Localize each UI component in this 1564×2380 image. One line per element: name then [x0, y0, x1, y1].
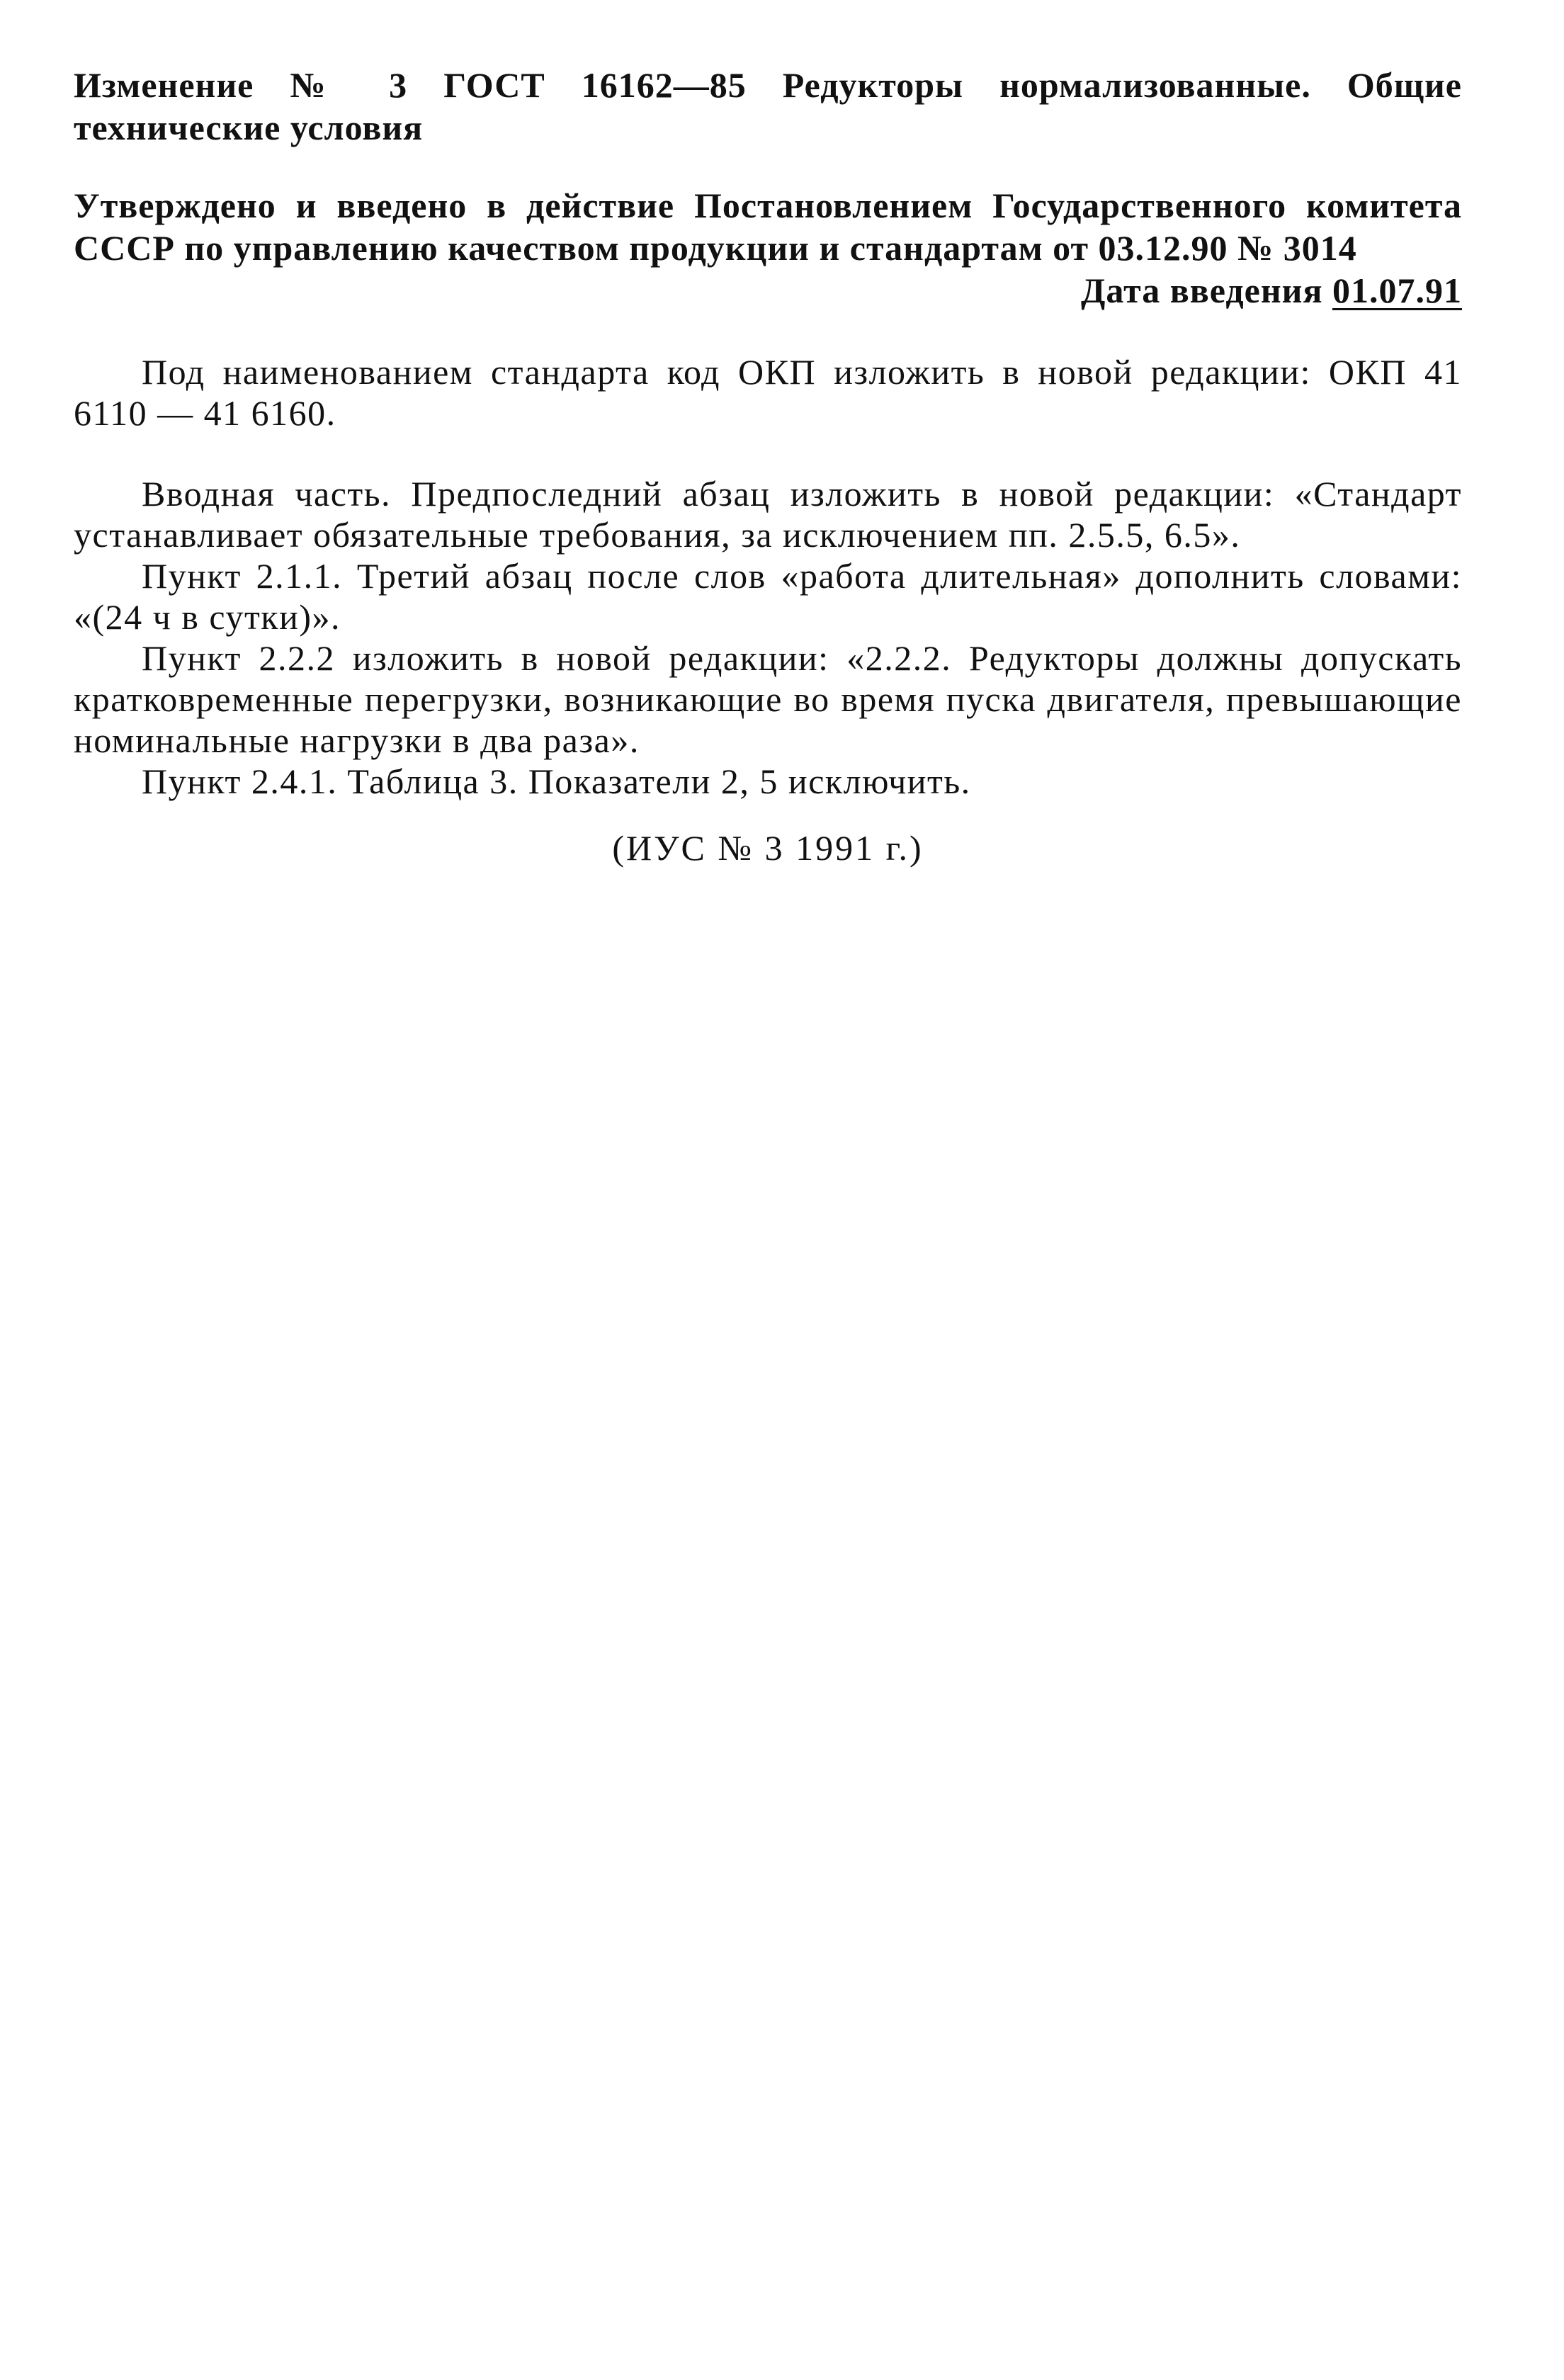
document-title: Изменение № 3 ГОСТ 16162—85 Редукторы нормализованные. Общие технические условия [74, 65, 1462, 147]
paragraph-item-2-2-2: Пункт 2.2.2 изложить в новой редакции: «2.2.2. Редукторы должны допускать кратковременные перегрузки, возникающие во время пуска двигателя, превышающие номинальные нагрузки в два раза». [74, 638, 1462, 760]
paragraph-item-2-4-1: Пункт 2.4.1. Таблица 3. Показатели 2, 5 исключить. [142, 761, 971, 801]
paragraph-okp-code: Под наименованием стандарта код ОКП изложить в новой редакции: ОКП 41 6110 — 41 6160. [74, 352, 1462, 433]
introduction-date-label: Дата введения [1081, 271, 1323, 310]
introduction-date [74, 269, 1462, 312]
amendment-block-items [74, 473, 1462, 802]
approval-statement: Утверждено и введено в действие Постановлением Государственного комитета СССР по управлению качеством продукции и стандартам от 03.12.90 № 3014 [74, 186, 1462, 268]
paragraph-introduction: Вводная часть. Предпоследний абзац изложить в новой редакции: «Стандарт устанавливает обязательные требования, за исключением пп. 2.5.5, 6.5». [74, 474, 1462, 555]
paragraph-item-2-1-1: Пункт 2.1.1. Третий абзац после слов «работа длительная» дополнить словами: «(24 ч в сутки)». [74, 556, 1462, 637]
source-reference: (ИУС № 3 1991 г.) [612, 828, 924, 868]
document-page [74, 64, 1462, 868]
amendment-block-okp [74, 351, 1462, 434]
introduction-date-value: 01.07.91 [1332, 271, 1462, 310]
